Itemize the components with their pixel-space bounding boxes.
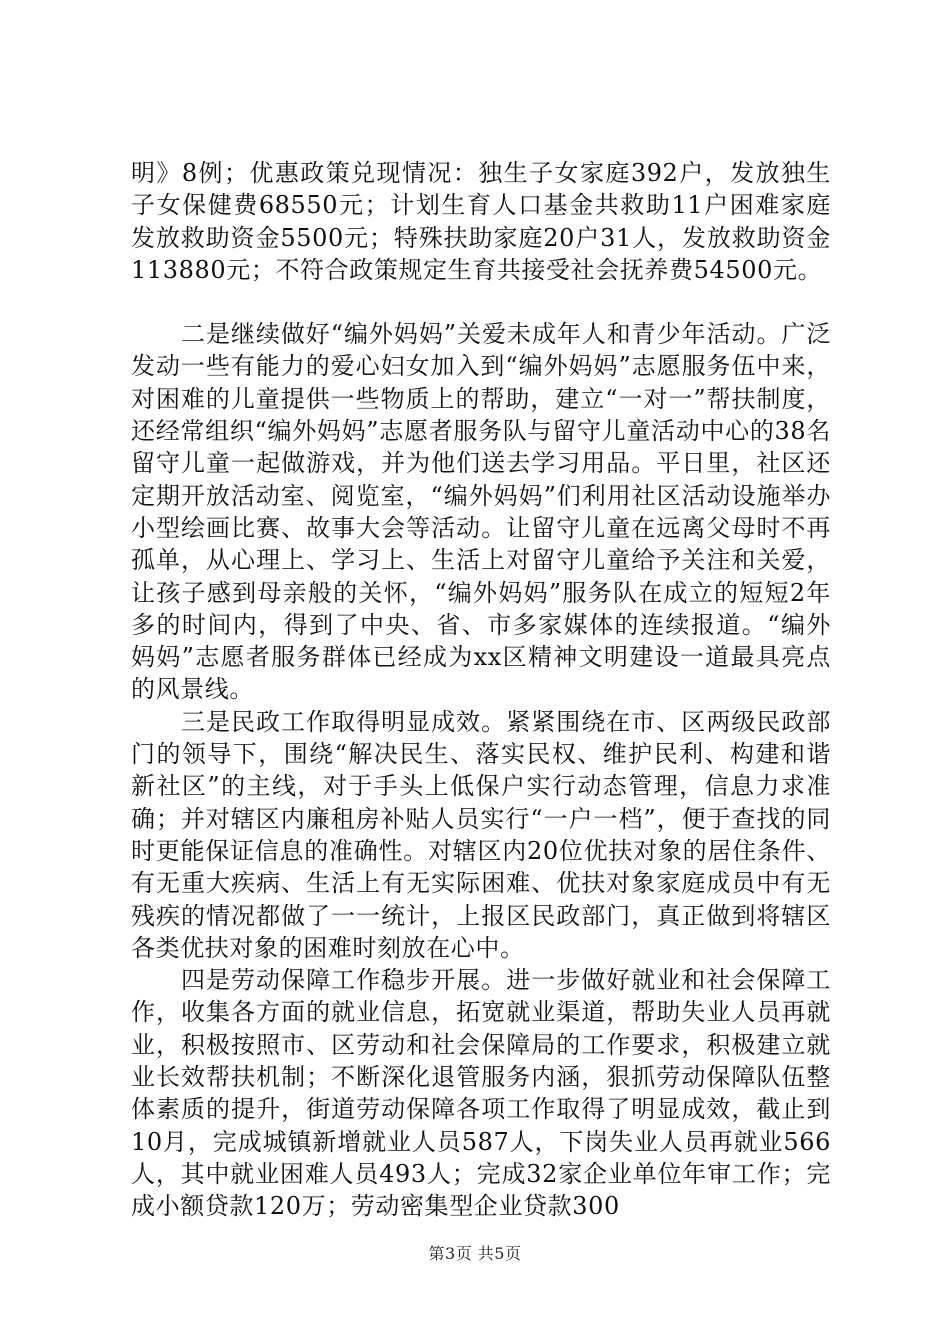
paragraph-continuation: 明》8例；优惠政策兑现情况：独生子女家庭392户，发放独生子女保健费68550元；计划生育人口基金共救助11户困难家庭发放救助资金5500元；特殊扶助家庭20户31人，发放救助资金113880元；不符合政策规定生育共接受社会抚养费54500元。 — [131, 159, 831, 284]
paragraph-gap — [131, 286, 831, 318]
document-body — [131, 157, 831, 1223]
page-number-footer: 第3页 共5页 — [428, 1244, 522, 1263]
paragraph-civil-affairs: 三是民政工作取得明显成效。紧紧围绕在市、区两级民政部门的领导下，围绕“解决民生、落实民权、维护民利、构建和谐新社区”的主线，对于手头上低保户实行动态管理，信息力求准确；并对辖区内廉租房补贴人员实行“一户一档”，便于查找的同时更能保证信息的准确性。对辖区内20位优扶对象的居住条件、有无重大疾病、生活上有无实际困难、优扶对象家庭成员中有无残疾的情况都做了一一统计，上报区民政部门，真正做到将辖区各类优扶对象的困难时刻放在心中。 — [131, 707, 831, 962]
paragraph-labor-security: 四是劳动保障工作稳步开展。进一步做好就业和社会保障工作，收集各方面的就业信息，拓宽就业渠道，帮助失业人员再就业，积极按照市、区劳动和社会保障局的工作要求，积极建立就业长效帮扶机制；不断深化退管服务内涵，狠抓劳动保障队伍整体素质的提升，街道劳动保障各项工作取得了明显成效，截止到10月，完成城镇新增就业人员587人，下岗失业人员再就业566人，其中就业困难人员493人；完成32家企业单位年审工作；完成小额贷款120万；劳动密集型企业贷款300 — [131, 966, 831, 1221]
paragraph-foster-mothers: 二是继续做好“编外妈妈”关爱未成年人和青少年活动。广泛发动一些有能力的爱心妇女加入到“编外妈妈”志愿服务伍中来，对困难的儿童提供一些物质上的帮助，建立“一对一”帮扶制度，还经常组织“编外妈妈”志愿者服务队与留守儿童活动中心的38名留守儿童一起做游戏，并为他们送去学习用品。平日里，社区还定期开放活动室、阅览室，“编外妈妈”们利用社区活动设施举办小型绘画比赛、故事大会等活动。让留守儿童在远离父母时不再孤单，从心理上、学习上、生活上对留守儿童给予关注和关爱，让孩子感到母亲般的关怀，“编外妈妈”服务队在成立的短短2年多的时间内，得到了中央、省、市多家媒体的连续报道。“编外妈妈”志愿者服务群体已经成为xx区精神文明建设一道最具亮点的风景线。 — [131, 320, 831, 704]
